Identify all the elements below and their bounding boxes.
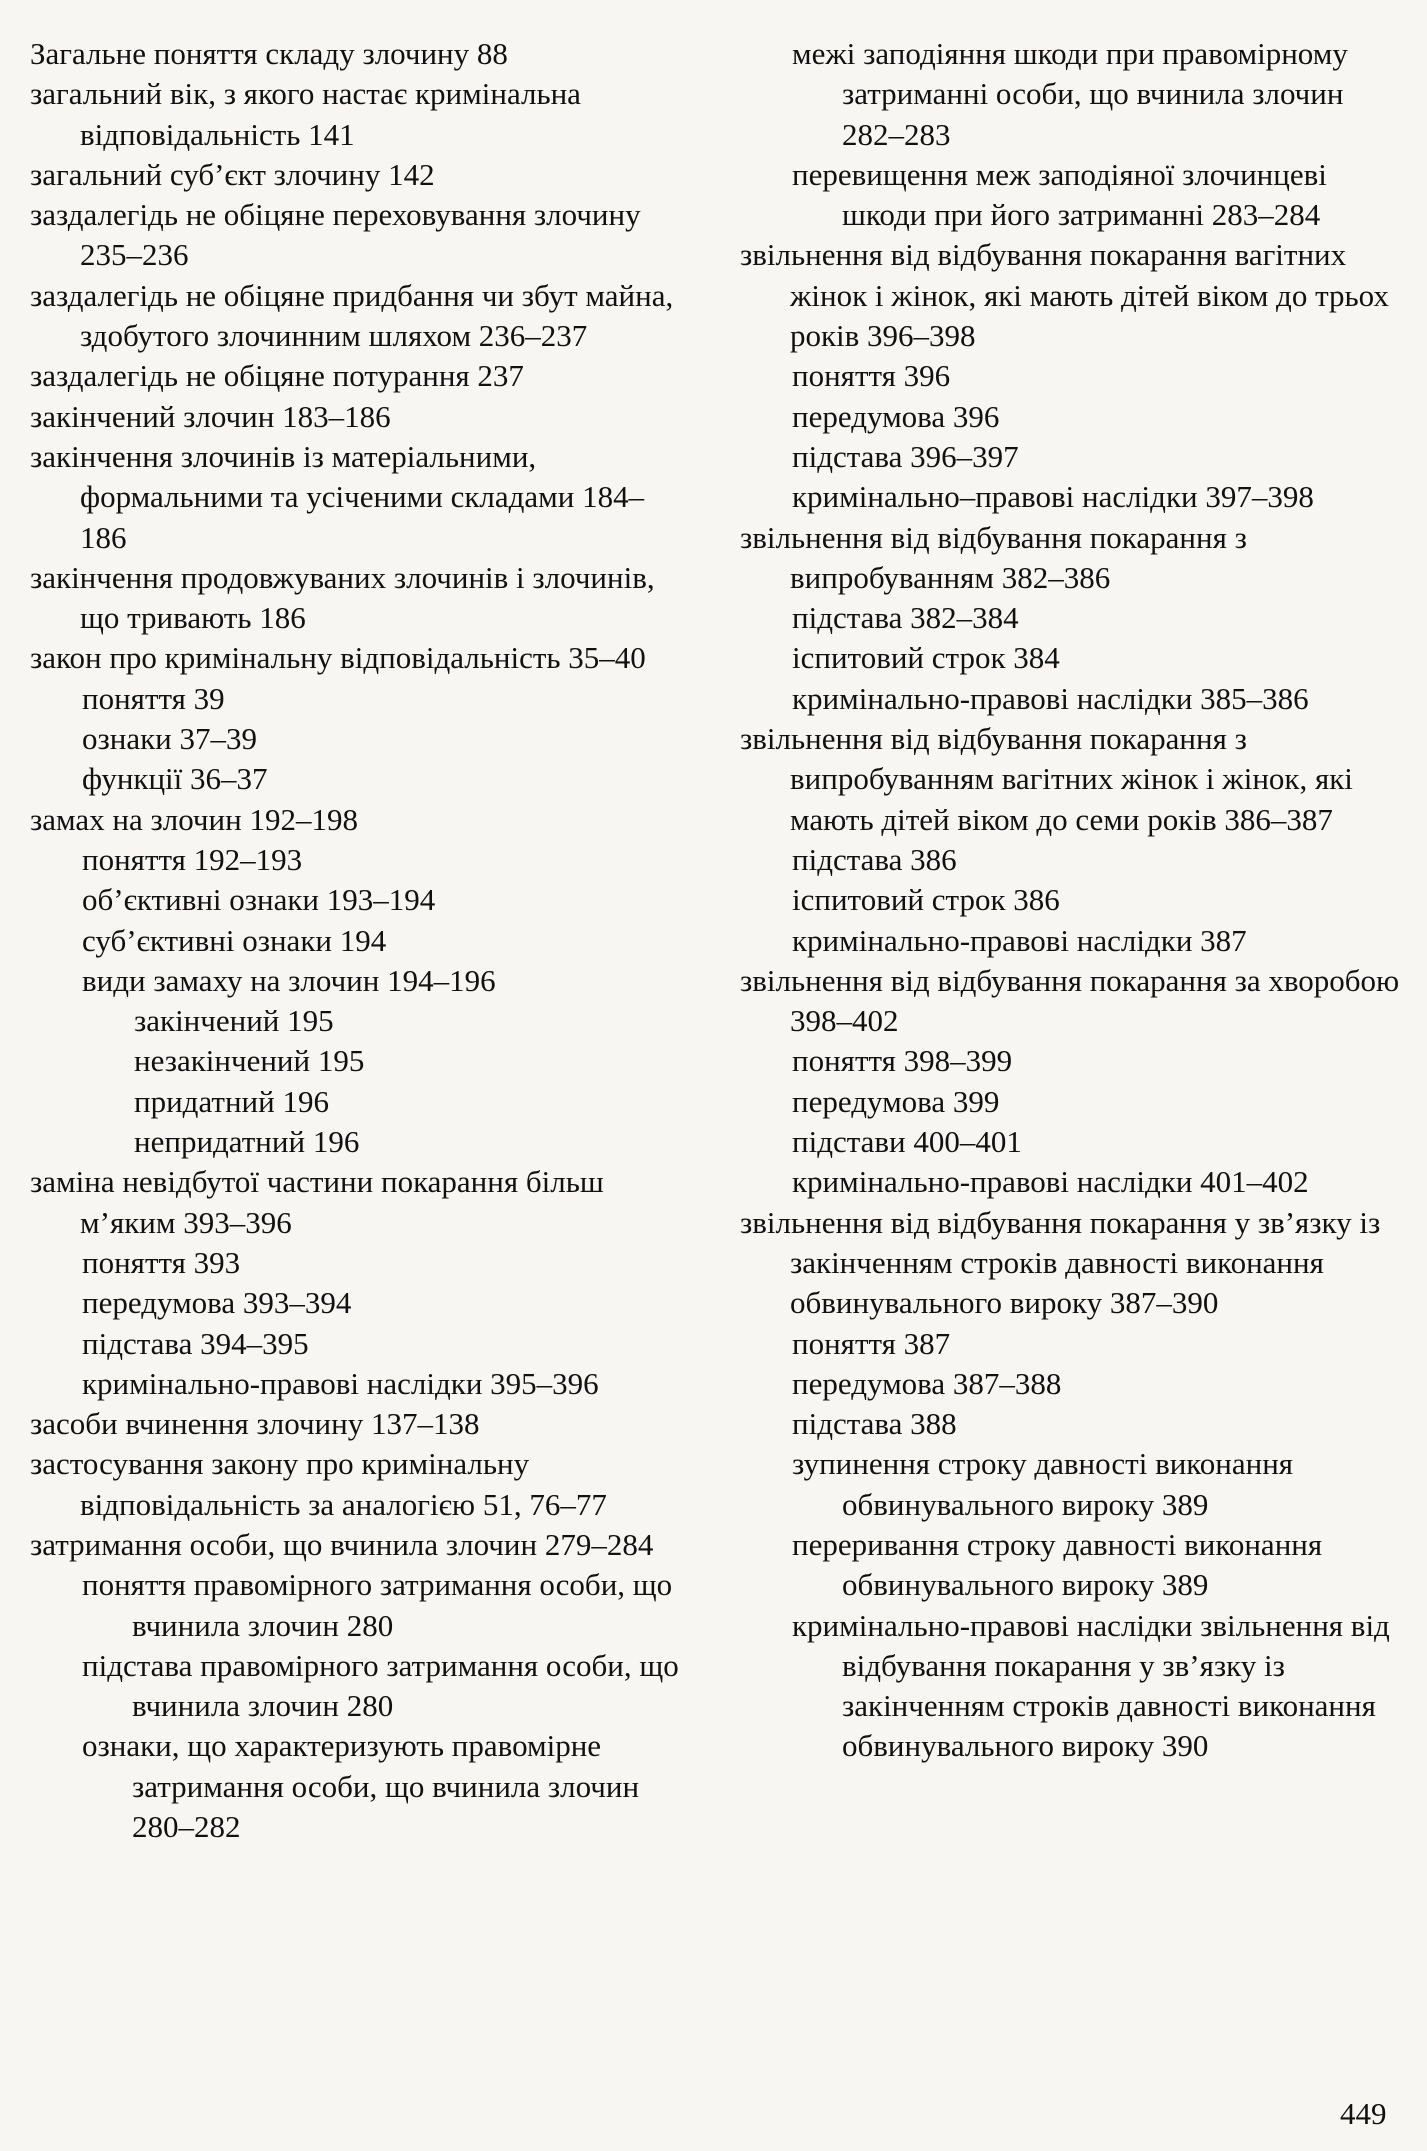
index-entry: поняття 387 <box>792 1325 951 1361</box>
index-entry: кримінально-правові наслідки 395–396 <box>82 1365 599 1401</box>
index-entry: поняття 192–193 <box>82 841 303 877</box>
index-entry: підстава 394–395 <box>82 1325 309 1361</box>
index-entry: кримінально-правові наслідки 401–402 <box>792 1164 1309 1200</box>
index-entry: кримінально–правові наслідки 397–398 <box>792 479 1314 515</box>
index-entry: поняття 396 <box>792 358 951 394</box>
index-entry: заздалегідь не обіцяне переховування злочину 235–236 <box>30 197 641 273</box>
index-entry: ознаки 37–39 <box>82 721 257 757</box>
index-entry: загальний вік, з якого настає кримінальна відповідальність 141 <box>30 76 581 152</box>
index-entry: застосування закону про кримінальну відповідальність за аналогією 51, 76–77 <box>30 1446 607 1522</box>
index-entry: іспитовий строк 384 <box>792 640 1060 676</box>
index-entry: звільнення від відбування покарання з випробуванням 382–386 <box>740 519 1247 595</box>
index-entry: поняття 398–399 <box>792 1043 1013 1079</box>
index-entry: ознаки, що характеризують правомірне затримання особи, що вчинила злочин 280–282 <box>82 1728 640 1845</box>
index-entry: засоби вчинення злочину 137–138 <box>30 1406 480 1442</box>
index-entry: заміна невідбутої частини покарання більш м’яким 393–396 <box>30 1164 604 1240</box>
index-entry: підстави 400–401 <box>792 1124 1022 1160</box>
index-entry: Загальне поняття складу злочину 88 <box>30 36 508 71</box>
index-entry: функції 36–37 <box>82 761 268 797</box>
index-entry: передумова 396 <box>792 398 1000 434</box>
index-entry: переривання строку давності виконання обвинувального вироку 389 <box>792 1526 1323 1603</box>
page-number: 449 <box>1340 2096 1387 2131</box>
index-entry: суб’єктивні ознаки 194 <box>82 922 387 958</box>
index-entry: загальний суб’єкт злочину 142 <box>30 156 435 192</box>
index-column-left <box>30 34 690 1847</box>
index-entry: передумова 393–394 <box>82 1285 352 1321</box>
index-entry: звільнення від відбування покарання за хворобою 398–402 <box>740 962 1400 1039</box>
index-entry: закінчений 195 <box>134 1003 334 1039</box>
index-entry: закон про кримінальну відповідальність 35–40 <box>30 640 646 676</box>
index-entry: межі заподіяння шкоди при правомірному затриманні особи, що вчинила злочин 282–283 <box>792 36 1348 152</box>
index-entry: підстава правомірного затримання особи, що вчинила злочин 280 <box>82 1647 679 1724</box>
index-entry: види замаху на злочин 194–196 <box>82 962 496 998</box>
index-entry: кримінально-правові наслідки 385–386 <box>792 680 1309 716</box>
index-entry: підстава 382–384 <box>792 600 1019 636</box>
index-entry: звільнення від відбування покарання у зв’язку із закінченням строків давності виконання обвинувального вироку 387–390 <box>740 1204 1381 1321</box>
index-entry: звільнення від відбування покарання вагітних жінок і жінок, які мають дітей віком до трьох років 396–398 <box>740 237 1389 354</box>
index-entry: кримінально-правові наслідки 387 <box>792 922 1247 958</box>
index-entry: підстава 386 <box>792 841 957 877</box>
index-entry: об’єктивні ознаки 193–194 <box>82 882 436 918</box>
index-entry: заздалегідь не обіцяне потурання 237 <box>30 358 524 394</box>
index-entry: незакінчений 195 <box>134 1043 365 1079</box>
index-entry: закінчення злочинів із матеріальними, формальними та усіченими складами 184–186 <box>30 438 645 555</box>
index-entry: передумова 387–388 <box>792 1365 1062 1401</box>
index-entry: зупинення строку давності виконання обвинувального вироку 389 <box>792 1446 1294 1522</box>
index-entry: підстава 396–397 <box>792 438 1019 474</box>
index-entry: заздалегідь не обіцяне придбання чи збут майна, здобутого злочинним шляхом 236–237 <box>30 277 674 354</box>
index-entry: кримінально-правові наслідки звільнення від відбування покарання у зв’язку із закінченням строків давності виконання обвинувального вироку 390 <box>792 1607 1390 1764</box>
index-entry: замах на злочин 192–198 <box>30 801 358 837</box>
index-entry: непридатний 196 <box>134 1124 360 1160</box>
index-entry: закінчений злочин 183–186 <box>30 398 391 434</box>
index-entry: поняття 393 <box>82 1244 241 1280</box>
index-entry: перевищення меж заподіяної злочинцеві шкоди при його затриманні 283–284 <box>792 156 1327 233</box>
index-entry: поняття правомірного затримання особи, що вчинила злочин 280 <box>82 1567 673 1643</box>
index-entry: поняття 39 <box>82 680 225 716</box>
index-entry: придатний 196 <box>134 1083 329 1119</box>
index-column-right <box>740 34 1410 1767</box>
index-entry: закінчення продовжуваних злочинів і злочинів, що тривають 186 <box>30 559 655 636</box>
index-entry: підстава 388 <box>792 1406 957 1442</box>
index-entry: передумова 399 <box>792 1083 1000 1119</box>
index-entry: звільнення від відбування покарання з випробуванням вагітних жінок і жінок, які мають дітей віком до семи років 386–387 <box>740 721 1353 837</box>
index-entry: іспитовий строк 386 <box>792 882 1060 918</box>
index-entry: затримання особи, що вчинила злочин 279–284 <box>30 1526 654 1562</box>
